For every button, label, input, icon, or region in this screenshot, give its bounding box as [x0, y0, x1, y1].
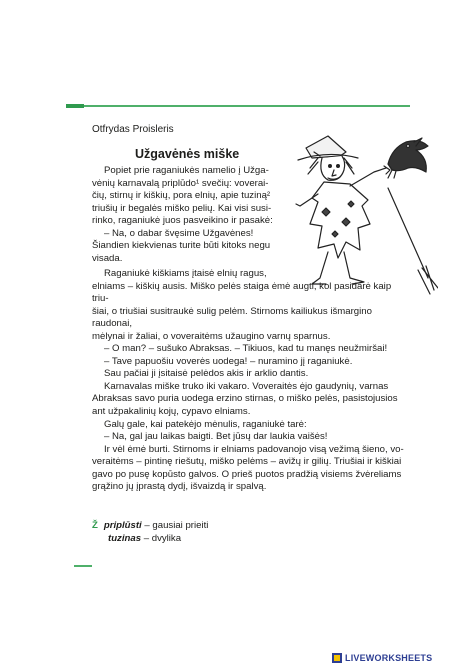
text-line: Karnavalas miške truko iki vakaro. Voveraitės ėjo gaudynių, varnas [104, 380, 389, 392]
glossary [92, 519, 208, 545]
story-body [92, 268, 410, 494]
text-line: Raganiukė kiškiams įtaisė elnių ragus, [104, 268, 267, 279]
text-line: Ir vėl ėmė burti. Stirnoms ir elniams padovanojo visą vežimą šieno, vo- [104, 443, 404, 455]
glossary-term: tuzinas [108, 533, 142, 544]
text-line: Sau pačiai ji įsitaisė pelėdos akis ir arklio dantis. [104, 368, 309, 380]
text-line: Abraksas savo puria uodega erzino stirnas, o miško pelės, pasistojusios [92, 393, 398, 405]
glossary-mark: Ž [92, 520, 98, 531]
text-line: vėnių karnavalą priplūdo¹ svečių: voverai- [92, 177, 269, 189]
author-name: Otfrydas Proisleris [92, 124, 174, 135]
text-line: mėlynai ir žaliai, o voveraitėms užaugino varnų sparnus. [92, 330, 331, 342]
text-line: ant užpakalinių kojų, cypavo elniams. [92, 406, 251, 418]
top-green-rule [66, 105, 410, 107]
text-line: triušių ir begalės miško pelių. Kai visi susi- [92, 202, 272, 214]
glossary-definition: – dvylika [143, 533, 182, 544]
text-line: Šiandien kiekvienas turite būti kitoks negu [92, 240, 271, 252]
intro-paragraph [92, 165, 314, 265]
liveworksheets-icon [332, 653, 342, 663]
glossary-term: priplūsti [103, 520, 142, 531]
glossary-item [108, 532, 208, 545]
text-line: visada. [92, 252, 123, 264]
glossary-item [92, 519, 208, 532]
story-title: Užgavėnės miške [135, 147, 240, 161]
text-line: – Na, gal jau laikas baigti. Bet jūsų dar laukia vaišės! [104, 431, 328, 443]
text-line: elniams – kiškių ausis. Miško pelės staiga ėmė augti, kol pasidarė kaip triu- [92, 280, 392, 305]
text-line: Galų gale, kai patekėjo mėnulis, raganiukė tarė: [104, 418, 307, 430]
text-line: gavo po pusę kopūsto galvos. O prieš puotos pradžią visiems žvėreliams [92, 468, 402, 480]
liveworksheets-brand: LIVEWORKSHEETS [345, 653, 433, 663]
text-line: rinko, raganiukė juos pasveikino ir pasakė: [92, 215, 273, 227]
text-line: šiai, o triušiai susitraukė sulig pelėm. Stirnoms kailiukus išmargino raudonai, [92, 305, 372, 330]
text-line: grąžino jų įprastą dydį, išvaizdą ir spalvą. [92, 481, 267, 493]
text-line: – Tave papuošiu voverės uodega! – nuramino jį raganiukė. [104, 355, 353, 367]
text-line: Popiet prie raganiukės namelio į Užga- [104, 165, 269, 176]
text-line: – Na, o dabar švęsime Užgavėnes! [104, 227, 254, 239]
text-line: – O man? – sušuko Abraksas. – Tikiuos, kad tu manęs neužmiršai! [104, 343, 388, 355]
text-line: čių, stirnų ir kiškių, pora elnių, apie tuziną² [92, 190, 271, 202]
liveworksheets-logo[interactable] [332, 652, 432, 664]
glossary-definition: – gausiai prieiti [144, 520, 209, 531]
text-line: veraitėms – pintinę riešutų, miško pelėms – avižų ir gilių. Triušiai ir kiškiai [92, 456, 402, 468]
bottom-green-rule [74, 565, 92, 567]
